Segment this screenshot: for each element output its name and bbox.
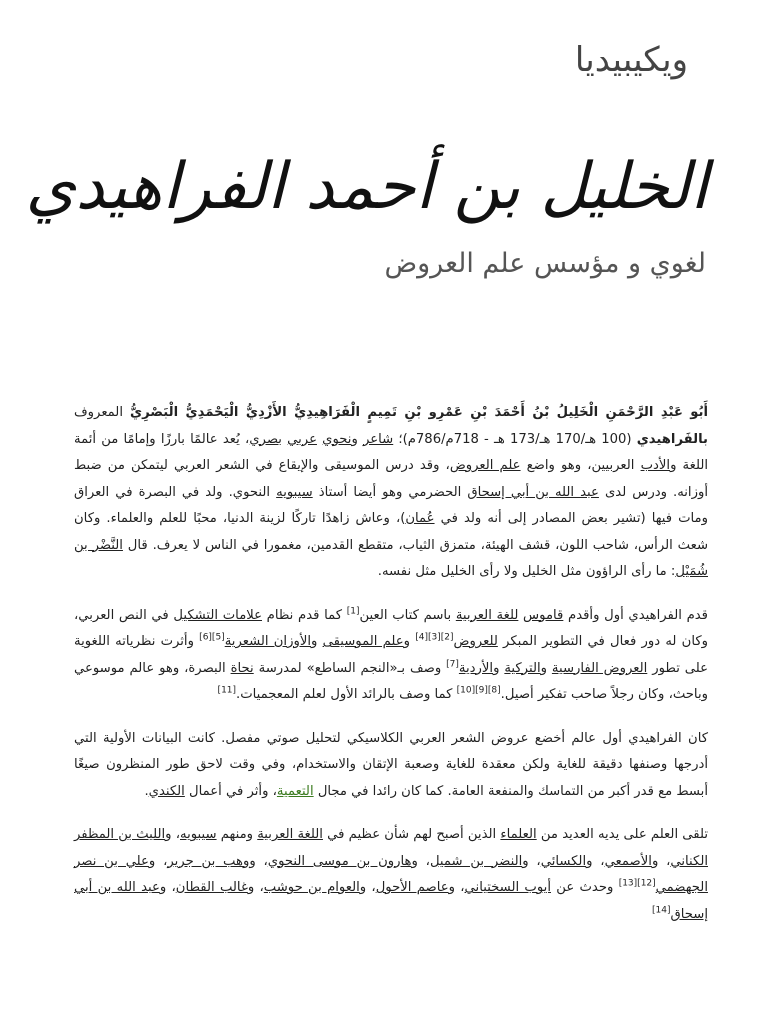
link-teacher-name[interactable]: عاصم الأحول bbox=[375, 880, 449, 895]
text: الحضرمي وهو أيضا أستاذ bbox=[312, 484, 468, 500]
text: . bbox=[144, 783, 149, 799]
text: ، و bbox=[651, 853, 671, 869]
link-student[interactable]: الليث بن المظفر الكناني bbox=[74, 827, 708, 869]
link-music[interactable]: علم الموسيقى bbox=[322, 634, 404, 649]
text: ، و bbox=[522, 853, 541, 869]
alias: بالفَراهيدي bbox=[636, 431, 709, 447]
link-student[interactable]: النضر بن شميل bbox=[429, 853, 523, 869]
text: الذين أصبح لهم شأن عظيم في bbox=[322, 827, 501, 842]
link-teacher-name[interactable]: غالب القطان bbox=[175, 880, 248, 895]
link-tashkil[interactable]: علامات التشكيل bbox=[173, 607, 262, 623]
text: ، و bbox=[586, 853, 605, 869]
text: ، و bbox=[448, 880, 465, 895]
link-kindi[interactable]: الكندي bbox=[148, 783, 185, 799]
text: وحدث عن bbox=[551, 880, 619, 895]
text: النحوي. ولد في البصرة في العراق ومات فيها (تشير بعض المصادر إلى أنه ولد في bbox=[74, 484, 708, 526]
link-ulama[interactable]: العلماء bbox=[500, 827, 537, 842]
link-student[interactable]: الكسائي bbox=[540, 853, 587, 869]
citation[interactable]: [14] bbox=[652, 905, 671, 916]
link-arud[interactable]: للعروض bbox=[453, 634, 498, 649]
link-basri[interactable]: بصري bbox=[249, 431, 282, 447]
link-teacher-name[interactable]: العوام بن حوشب bbox=[263, 880, 360, 895]
text: وأثرت نظرياته اللغوية على تطور bbox=[74, 634, 709, 676]
link-grammarian[interactable]: نحوي bbox=[322, 431, 352, 447]
full-name: أَبُو عَبْدِ الرَّحْمَنِ الْخَلِيلُ بْنُ أَحْمَدَ بْنِ عَمْرِو بْنِ تَمِيمٍ الْفَرَاهِيدِيُّ الأَزْدِيُّ الْيَحْمَدِيُّ الْبَصْرِيُّ bbox=[130, 405, 708, 420]
citation[interactable]: [11] bbox=[217, 685, 237, 696]
dates-text: (100 هـ/170 هـ/173 هـ - 718م/786م)؛ bbox=[393, 431, 637, 447]
text: ، يُعد عالمًا بارزًا وإمامًا من أئمة اللغة و bbox=[74, 431, 709, 473]
text: و bbox=[311, 634, 323, 649]
text: و bbox=[403, 634, 416, 649]
link-teacher-name[interactable]: أيوب السختياني bbox=[464, 880, 551, 895]
link-arud[interactable]: علم العروض bbox=[449, 458, 521, 473]
link-persian-prosody[interactable]: العروض الفارسية bbox=[551, 660, 648, 676]
text: المعروف bbox=[74, 405, 130, 420]
text: باسم كتاب العين bbox=[359, 607, 456, 623]
page-title: الخليل بن أحمد الفراهيدي bbox=[25, 150, 708, 224]
link-oman[interactable]: عُمان bbox=[405, 511, 435, 526]
text: و bbox=[540, 660, 552, 676]
text: و bbox=[351, 431, 364, 447]
text: كما وصف بالرائد الأول لعلم المعجميات. bbox=[236, 687, 457, 702]
link-adab[interactable]: الأدب bbox=[640, 458, 671, 473]
citation[interactable]: [7] bbox=[446, 659, 459, 670]
text: تلقى العلم على يديه العديد من bbox=[536, 827, 709, 842]
link-qamus[interactable]: قاموس bbox=[523, 607, 564, 623]
link-nuhat[interactable]: نحاة bbox=[230, 660, 254, 676]
text: قدم الفراهيدي أول وأقدم bbox=[563, 607, 708, 623]
text: ، وقد درس الموسيقى والإيقاع في الشعر العربي ليتمكن من ضبط أوزانه. ودرس لدى bbox=[74, 458, 709, 500]
text: ، و bbox=[249, 853, 268, 869]
text: ، و bbox=[148, 853, 168, 869]
link-poet[interactable]: شاعر bbox=[363, 431, 394, 447]
text: ، و bbox=[159, 880, 176, 895]
text: كان الفراهيدي أول عالم أخضع عروض الشعر العربي الكلاسيكي لتحليل صوتي مفصل. كانت البيانات الأولية التي أدرجها وصنفها دقيقة للغاية ولكن معقدة للغاية وصعبة الإتقان والاستخدام، وفي وقت لاحق طور المنظرون صيغًا أبسط مع قدر أكبر من التماسك والمنفعة العامة. كما كان رائدا في مجال bbox=[74, 730, 708, 799]
link-student[interactable]: علي بن نصر الجهضمي bbox=[74, 853, 708, 895]
paragraph-students bbox=[74, 822, 708, 928]
link-urdu[interactable]: الأردية bbox=[458, 660, 494, 676]
text: ، و bbox=[411, 853, 430, 869]
text: ، و bbox=[247, 880, 264, 895]
link-teacher-name[interactable]: عبد الله بن أبي إسحاق bbox=[74, 880, 708, 922]
site-brand[interactable]: ويكيبيديا bbox=[574, 40, 688, 80]
text: ، وأثر في أعمال bbox=[184, 783, 277, 799]
citation[interactable]: [8][9][10] bbox=[456, 685, 501, 696]
link-arabic-language[interactable]: للغة العربية bbox=[455, 607, 519, 623]
article-body bbox=[74, 400, 708, 945]
text: و bbox=[493, 660, 505, 676]
citation[interactable]: [1] bbox=[346, 606, 360, 617]
text: ومنهم bbox=[216, 827, 258, 842]
text: في النص العربي، وكان له دور فعال في التطوير المبكر bbox=[74, 607, 708, 649]
link-student[interactable]: هارون بن موسى النحوي bbox=[267, 853, 412, 869]
link-arabic-language[interactable]: اللغة العربية bbox=[257, 827, 323, 842]
text: : ما رأى الراؤون مثل الخليل ولا رأى الخليل مثل نفسه. bbox=[377, 564, 676, 579]
paragraph-intro bbox=[74, 400, 708, 586]
link-sibawayh[interactable]: سيبويه bbox=[276, 484, 313, 500]
paragraph-prosody bbox=[74, 726, 708, 806]
text: ، و bbox=[359, 880, 376, 895]
link-arab[interactable]: عربي bbox=[287, 431, 317, 447]
link-student[interactable]: سيبويه bbox=[180, 827, 217, 842]
citation[interactable]: [12][13] bbox=[618, 878, 656, 889]
citation[interactable]: [2][3][4] bbox=[415, 632, 454, 643]
text: وصف بـ«النجم الساطع» لمدرسة bbox=[253, 660, 447, 676]
text: )، وعاش زاهدًا تاركًا لزينة الدنيا، محبًا للعلم والعلماء. وكان شعث الرأس، شاحب اللون، قشف الهيئة، متمزق الثياب، متقطع القدمين، مغمورا في الناس لا يعرف. قال bbox=[74, 511, 708, 553]
text: العربيين، وهو واضع bbox=[520, 458, 641, 473]
page-subtitle: لغوي و مؤسس علم العروض bbox=[384, 248, 706, 279]
link-awzan[interactable]: الأوزان الشعرية bbox=[224, 634, 312, 649]
text: البصرة، وهو عالم موسوعي وباحث، وكان رجلاً صاحب تفكير أصيل. bbox=[74, 660, 708, 702]
link-student[interactable]: الأصمعي bbox=[604, 853, 652, 869]
link-teacher[interactable]: عبد الله بن أبي إسحاق bbox=[467, 484, 599, 500]
link-student[interactable]: وهب بن جرير bbox=[167, 853, 250, 869]
link-nadr[interactable]: النَّضْر بن شُمَيْل bbox=[74, 537, 708, 579]
citation[interactable]: [5][6] bbox=[199, 632, 225, 643]
link-turkish[interactable]: التركية bbox=[504, 660, 541, 676]
paragraph-contributions bbox=[74, 603, 708, 709]
link-tamiya[interactable]: التعمية bbox=[276, 783, 314, 799]
text: كما قدم نظام bbox=[262, 607, 347, 623]
text: ، و bbox=[165, 827, 180, 842]
